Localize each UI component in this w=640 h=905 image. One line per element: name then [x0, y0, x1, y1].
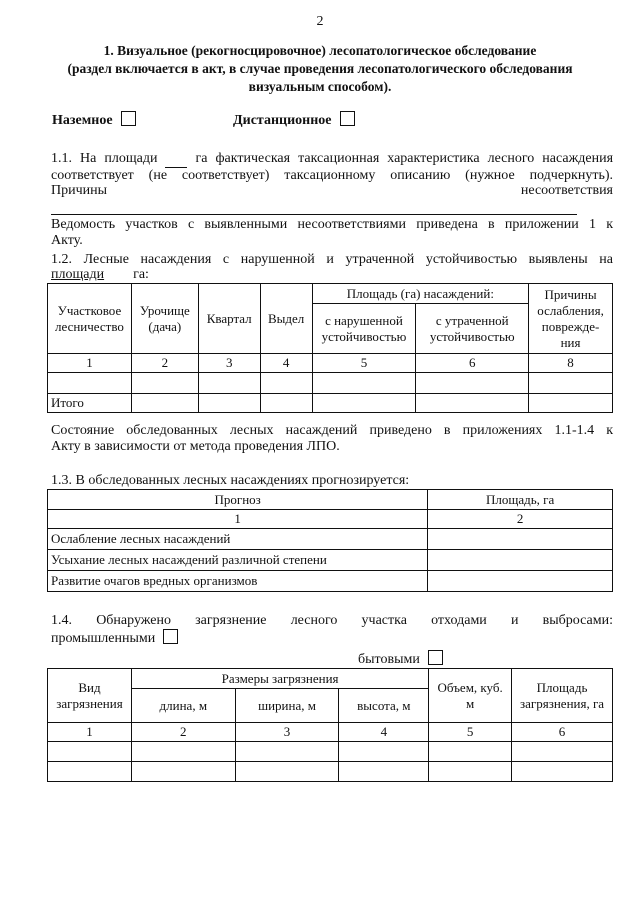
num-cell: 3	[235, 723, 339, 742]
col-quarter: Квартал	[198, 284, 260, 354]
col-pollution-type: Вид загрязнения	[48, 669, 132, 723]
section-title-line-2: (раздел включается в акт, в случае проведения лесопатологического обследования	[67, 61, 573, 76]
remote-option	[233, 111, 355, 129]
col-lost: с утраченной устойчивостью	[416, 304, 529, 354]
causes-label: Причины	[51, 183, 108, 198]
empty-cell[interactable]	[198, 394, 260, 413]
col-length: длина, м	[131, 689, 235, 723]
empty-cell[interactable]	[512, 762, 613, 782]
table-row	[48, 762, 613, 782]
empty-cell[interactable]	[339, 762, 429, 782]
remote-label: Дистанционное	[233, 113, 332, 128]
col-disturbed: с нарушенной устойчивостью	[312, 304, 416, 354]
page-number: 2	[316, 14, 324, 29]
empty-cell[interactable]	[131, 394, 198, 413]
state-line-1: Состояние обследованных лесных насаждений приведено в приложениях 1.1-1.4 к	[51, 423, 613, 438]
num-cell: 4	[260, 354, 312, 373]
section-title-line-3: визуальным способом).	[248, 79, 392, 94]
total-label: Итого	[48, 394, 132, 413]
num-cell: 2	[131, 723, 235, 742]
state-line-2: Акту в зависимости от метода проведения ЛПО.	[51, 439, 340, 454]
industrial-checkbox[interactable]	[163, 629, 178, 644]
empty-cell[interactable]	[48, 762, 132, 782]
col-forecast: Прогноз	[48, 490, 428, 510]
household-option	[358, 650, 443, 668]
empty-cell[interactable]	[312, 373, 416, 394]
empty-cell[interactable]	[529, 394, 613, 413]
num-cell: 6	[512, 723, 613, 742]
num-cell: 5	[429, 723, 512, 742]
col-pollution-area: Площадь загрязнения, га	[512, 669, 613, 723]
col-height: высота, м	[339, 689, 429, 723]
causes-fill-line[interactable]	[51, 214, 577, 215]
empty-cell[interactable]	[48, 742, 132, 762]
num-cell: 3	[198, 354, 260, 373]
household-checkbox[interactable]	[428, 650, 443, 665]
empty-cell[interactable]	[429, 742, 512, 762]
p12-line-1: 1.2. Лесные насаждения с нарушенной и утраченной устойчивостью выявлены на	[51, 252, 613, 267]
empty-cell[interactable]	[529, 373, 613, 394]
num-cell: 4	[339, 723, 429, 742]
p11-line-1: 1.1. На площади га фактическая таксационная характеристика лесного насаждения	[51, 151, 614, 166]
industrial-option	[51, 629, 178, 647]
empty-cell[interactable]	[48, 373, 132, 394]
empty-cell[interactable]	[416, 394, 529, 413]
p11-line-2: соответствует (не соответствует) таксационному описанию (нужное подчеркнуть).	[51, 168, 613, 183]
remote-checkbox[interactable]	[340, 111, 355, 126]
table-row	[48, 529, 613, 550]
col-forestry: Участковое лесничество	[48, 284, 132, 354]
col-causes: Причины ослабления, поврежде-ния	[529, 284, 613, 354]
num-cell: 2	[131, 354, 198, 373]
area-blank-1[interactable]	[165, 150, 187, 168]
num-cell: 2	[428, 510, 613, 529]
empty-cell[interactable]	[131, 762, 235, 782]
p12-line-2: площади га:	[51, 267, 149, 282]
num-cell: 1	[48, 723, 132, 742]
col-section: Выдел	[260, 284, 312, 354]
p11-line-5: Акту.	[51, 233, 83, 248]
forecast-table	[47, 489, 613, 592]
empty-cell[interactable]	[429, 762, 512, 782]
forecast-row-label: Развитие очагов вредных организмов	[48, 571, 428, 592]
pollution-table	[47, 668, 613, 782]
unstable-stands-table	[47, 283, 613, 413]
table-row	[48, 571, 613, 592]
empty-cell[interactable]	[416, 373, 529, 394]
empty-cell[interactable]	[235, 762, 339, 782]
industrial-label: промышленными	[51, 631, 156, 646]
table-row	[48, 373, 613, 394]
table-row	[48, 742, 613, 762]
p11-line-3	[51, 183, 613, 200]
num-cell: 1	[48, 354, 132, 373]
empty-cell[interactable]	[339, 742, 429, 762]
forecast-row-label: Ослабление лесных насаждений	[48, 529, 428, 550]
empty-cell[interactable]	[235, 742, 339, 762]
ground-checkbox[interactable]	[121, 111, 136, 126]
col-volume: Объем, куб. м	[429, 669, 512, 723]
col-area-group: Площадь (га) насаждений:	[312, 284, 529, 304]
ground-option	[52, 111, 136, 129]
col-tract: Урочище (дача)	[131, 284, 198, 354]
num-cell: 1	[48, 510, 428, 529]
section-title-line-1: 1. Визуальное (рекогносцировочное) лесопатологическое обследование	[103, 43, 537, 58]
empty-cell[interactable]	[260, 394, 312, 413]
total-row	[48, 394, 613, 413]
p13-heading: 1.3. В обследованных лесных насаждениях прогнозируется:	[51, 473, 410, 488]
empty-cell[interactable]	[131, 373, 198, 394]
empty-cell[interactable]	[428, 571, 613, 592]
num-cell: 8	[529, 354, 613, 373]
empty-cell[interactable]	[312, 394, 416, 413]
empty-cell[interactable]	[260, 373, 312, 394]
num-cell: 5	[312, 354, 416, 373]
empty-cell[interactable]	[131, 742, 235, 762]
empty-cell[interactable]	[428, 550, 613, 571]
col-dims-group: Размеры загрязнения	[131, 669, 428, 689]
empty-cell[interactable]	[198, 373, 260, 394]
col-width: ширина, м	[235, 689, 339, 723]
num-cell: 6	[416, 354, 529, 373]
section-title	[40, 42, 600, 96]
household-label: бытовыми	[358, 652, 420, 667]
mismatch-label: несоответствия	[520, 183, 613, 198]
area-blank-2[interactable]	[108, 266, 130, 284]
empty-cell[interactable]	[512, 742, 613, 762]
forecast-row-label: Усыхание лесных насаждений различной степени	[48, 550, 428, 571]
table-row	[48, 550, 613, 571]
ground-label: Наземное	[52, 113, 113, 128]
p11-line-4: Ведомость участков с выявленными несоответствиями приведена в приложении 1 к	[51, 217, 613, 232]
p14-line-1: 1.4. Обнаружено загрязнение лесного участка отходами и выбросами:	[51, 613, 613, 628]
col-forecast-area: Площадь, га	[428, 490, 613, 510]
empty-cell[interactable]	[428, 529, 613, 550]
